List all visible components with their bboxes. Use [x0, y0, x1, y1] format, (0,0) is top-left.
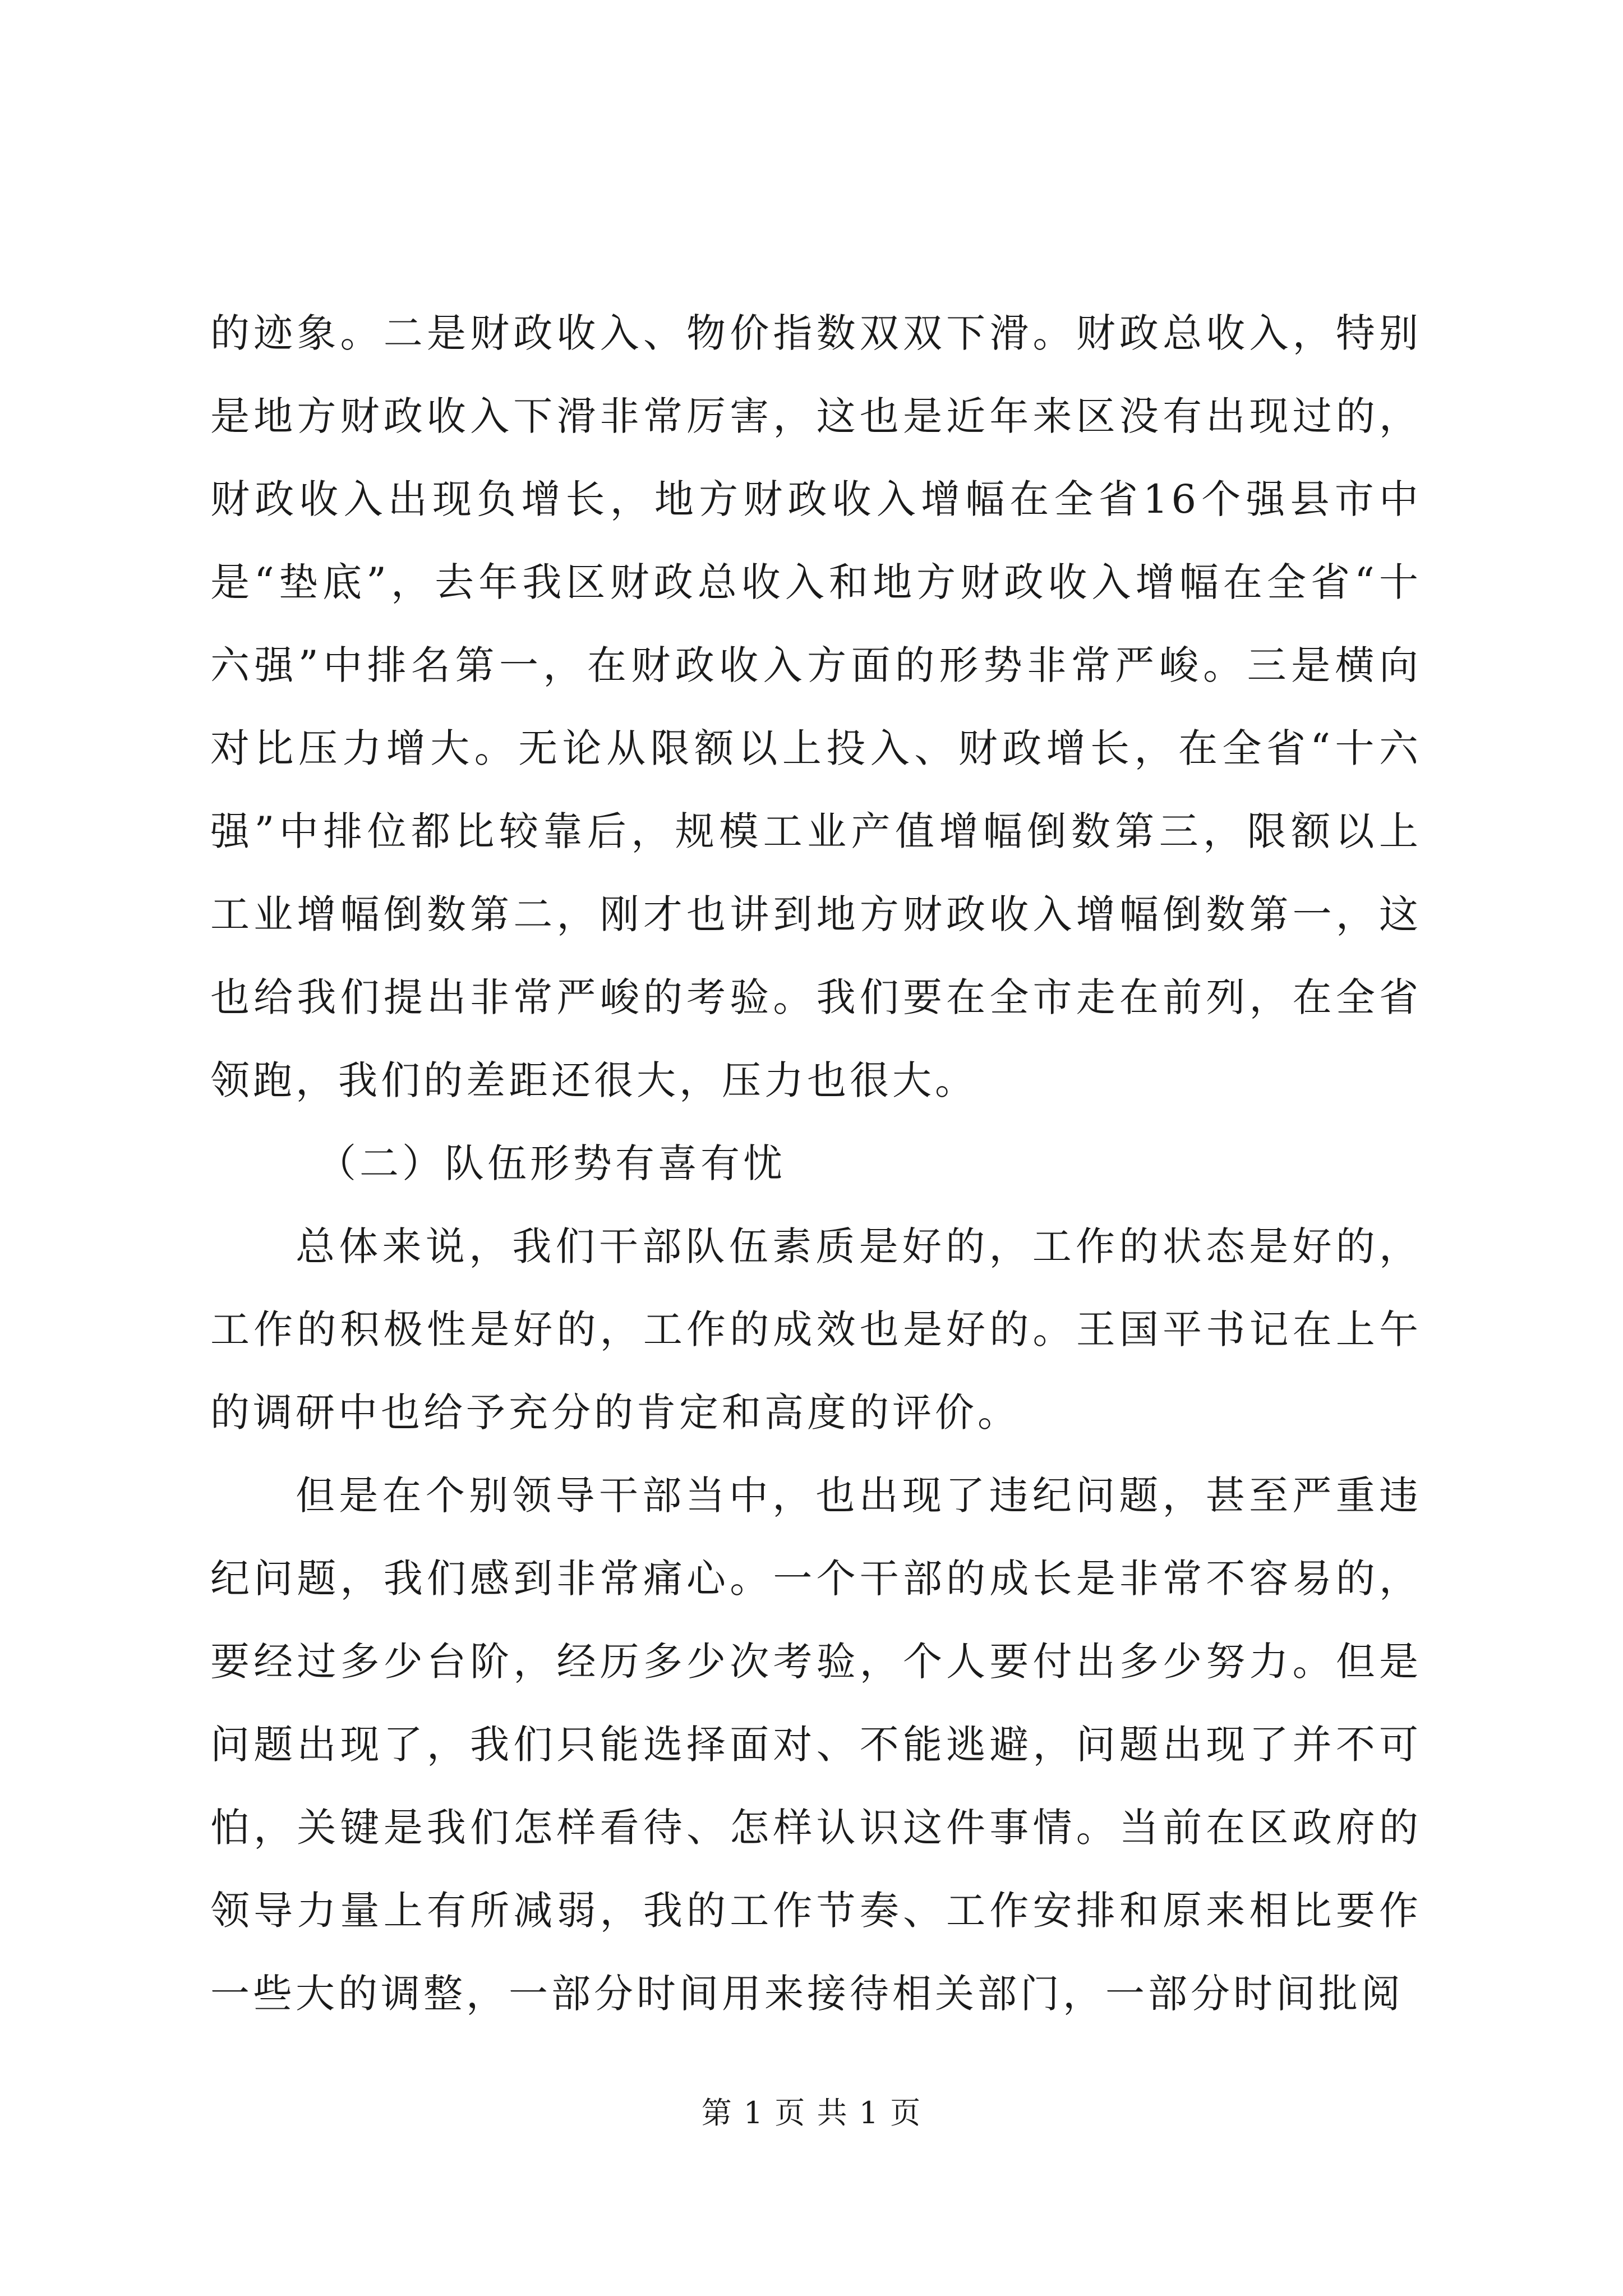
paragraph-continuation: 的迹象。二是财政收入、物价指数双双下滑。财政总收入，特别是地方财政收入下滑非常厉害，这也是近年来区没有出现过的，财政收入出现负增长，地方财政收入增幅在全省16个强县市中是“垫底”，去年我区财政总收入和地方财政收入增幅在全省“十六强”中排名第一，在财政收入方面的形势非常严峻。三是横向对比压力增大。无论从限额以上投入、财政增长，在全省“十六强”中排位都比较靠后，规模工业产值增幅倒数第三，限额以上工业增幅倒数第二，刚才也讲到地方财政收入增幅倒数第一，这也给我们提出非常严峻的考验。我们要在全市走在前列，在全省领跑，我们的差距还很大，压力也很大。 — [210, 310, 1422, 1103]
section-heading: （二）队伍形势有喜有忧 — [317, 1140, 786, 1186]
page-footer: 第 1 页 共 1 页 — [701, 2095, 922, 2131]
paragraph-overall-assessment: 总体来说，我们干部队伍素质是好的，工作的状态是好的，工作的积极性是好的，工作的成效也是好的。王国平书记在上午的调研中也给予充分的肯定和高度的评价。 — [210, 1223, 1422, 1435]
document-body — [210, 292, 1422, 2035]
paragraph-discipline-issues: 但是在个别领导干部当中，也出现了违纪问题，甚至严重违纪问题，我们感到非常痛心。一个干部的成长是非常不容易的，要经过多少台阶，经历多少次考验，个人要付出多少努力。但是问题出现了，我们只能选择面对、不能逃避，问题出现了并不可怕，关键是我们怎样看待、怎样认识这件事情。当前在区政府的领导力量上有所减弱，我的工作节奏、工作安排和原来相比要作一些大的调整，一部分时间用来接待相关部门，一部分时间批阅 — [210, 1473, 1422, 2017]
